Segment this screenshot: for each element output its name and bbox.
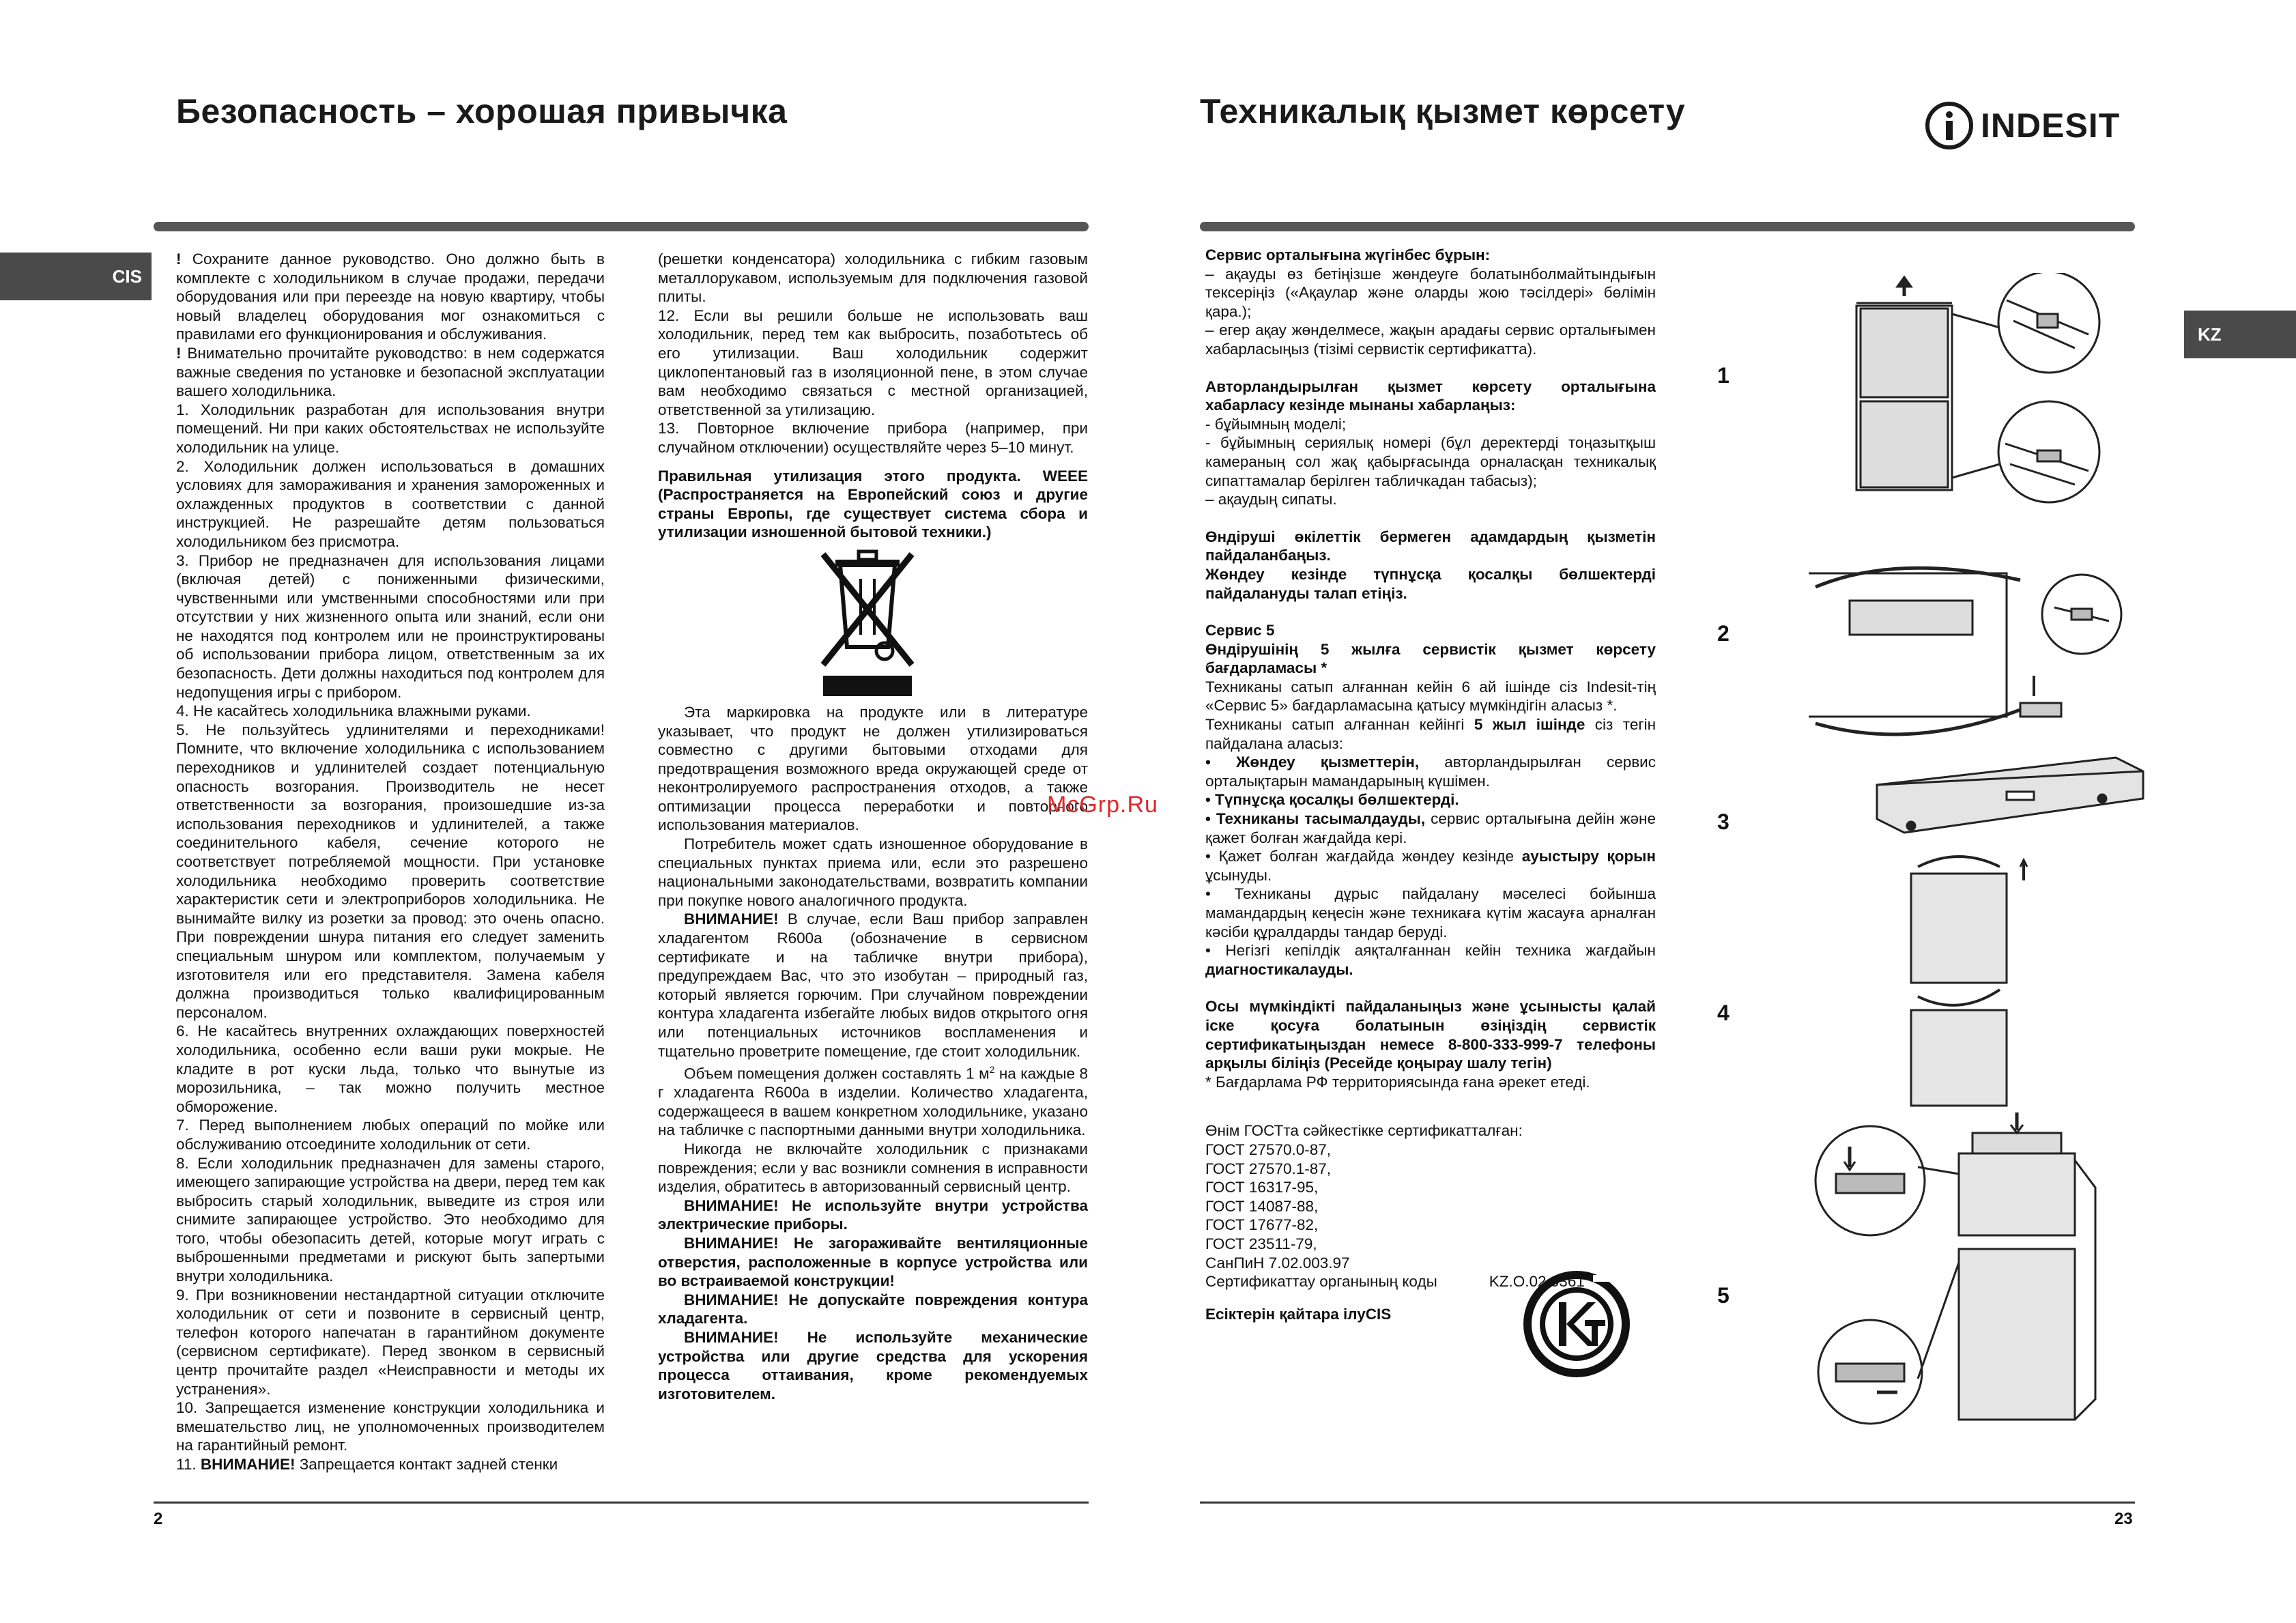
safety-para-4: 3. Прибор не предназначен для использования лицами (включая детей) с пониженными физическими, чувственными или умственными способностями или при отсутствии у них жизненного опыта или знаний, если они не находятся под контролем или не проинструктированы об использовании прибора лицом, ответственным за их безопасность. Дети должны находиться под контролем для недопущения игры с прибором.	[176, 551, 605, 701]
weee-title: Правильная утилизация этого продукта. WEEE (Распространяется на Европейский союз и другие страны Европы, где существует система сбора и утилизации изношенной бытовой техники.)	[658, 467, 1088, 541]
bottom-rule-right	[1200, 1502, 2135, 1504]
service5-footnote: * Бағдарлама РФ территориясында ғана әрекет етеді.	[1205, 1073, 1590, 1091]
service-before-title: Сервис орталығына жүгінбес бұрын:	[1205, 246, 1491, 263]
weee-para-1: Потребитель может сдать изношенное оборудование в специальных пунктах приема или, если это разрешено национальными законодательствами, возвратить компании при покупке нового аналогичного продукта.	[658, 835, 1088, 909]
bold-warning-1: ВНИМАНИЕ! Не загораживайте вентиляционные отверстия, расположенные в корпусе устройства или во встраиваемой конструкции!	[658, 1235, 1088, 1290]
safety-para-11: 10. Запрещается изменение конструкции холодильника и вмешательство лиц, не уполномоченных производителем на гарантийный ремонт.	[176, 1399, 605, 1454]
service5-bullet-1: • Жөндеу қызметтерін, авторландырылған сервис орталықтарын мамандарының күшімен.	[1205, 753, 1656, 790]
service5-bullet-2: • Түпнұсқа қосалқы бөлшектерді.	[1205, 791, 1459, 809]
brand-logo	[1925, 101, 2120, 150]
damage-note: Никогда не включайте холодильник с признаками повреждения; если у вас возникли сомнения в исправности изделия, обратитесь в авторизованный сервисный центр.	[658, 1140, 1088, 1196]
bold-warning-3: ВНИМАНИЕ! Не используйте механические устройства или другие средства для ускорения процесса оттаивания, кроме рекомендуемых изготовителем.	[658, 1329, 1088, 1403]
step-number-3: 3	[1717, 809, 1730, 834]
col2-para-0: (решетки конденсатора) холодильника с гибким газовым металлорукавом, используемым для подключения газовой плиты.	[658, 250, 1088, 306]
gost-item-5: ГОСТ 23511-79,	[1205, 1235, 1317, 1252]
top-rule-left	[154, 222, 1089, 231]
service5-callout: Осы мүмкіндікті пайдаланыңыз және ұсынысты қалай іске қосуға болатынын өзіңіздің сервистік сертификатыңыздан немесе 8-800-333-999-7 телефоны арқылы біліңіз (Ресейде қоңырау шалу тегін)	[1205, 998, 1656, 1072]
tab-cis-label: CIS	[112, 265, 142, 287]
service-column	[1205, 246, 1656, 1323]
service5-para-1: Техниканы сатып алғаннан кейін 6 ай ішінде сіз Indesit-тің «Сервис 5» бағдарламасына қатысу мүмкіндігін аласыз *.	[1205, 678, 1656, 715]
safety-para-8: 7. Перед выполнением любых операций по мойке или обслуживанию отсоедините холодильник от сети.	[176, 1117, 605, 1153]
weee-icon-box	[658, 542, 1088, 698]
service5-bullet-4: • Қажет болған жағдайда жөндеу кезінде ауыстыру қорын ұсынуды.	[1205, 848, 1656, 884]
safety-para-6: 5. Не пользуйтесь удлинителями и переходниками! Помните, что включение холодильника с использованием переходников и удлинителей создает потенциальную опасность возгорания. Производитель не несет ответственности за возгорания, произошедшие из-за использования переходников и удлинителей, а также соединительного кабеля, сечение которого не соответствует потребляемой мощности. При установке холодильника необходимо проверить соответствие характеристик сети и электроприборов холодильника. Не вынимайте вилку из розетки за провод: это очень опасно. При повреждении шнура питания его следует заменить специальным шнуром или комплектом, получаемым у изготовителя или его представителя. Замена кабеля должна производиться только квалифицированным персоналом.	[176, 721, 605, 1021]
door-step-2-illustration	[1802, 560, 2123, 751]
service-authorized-note: Өндіруші өкілеттік бермеген адамдардың қызметін пайдаланбаңыз. Жөндеу кезінде түпнұсқа қосалқы бөлшектерді пайдалануды талап етіңіз.	[1205, 528, 1656, 602]
service5-bullet-6: • Негізгі кепілдік аяқталғаннан кейін техника жағдайын диагностикалауды.	[1205, 942, 1656, 978]
safety-para-5: 4. Не касайтесь холодильника влажными руками.	[176, 702, 531, 720]
bold-warning-2: ВНИМАНИЕ! Не допускайте повреждения контура хладагента.	[658, 1291, 1088, 1327]
safety-para-9: 8. Если холодильник предназначен для замены старого, имеющего запирающие устройства на двери, перед тем как выбросить старый холодильник, выведите из строя или снимите запирающее устройство. Это необходимо для того, чтобы обезопасить детей, которые могут играть с выброшенными предметами и рискуют быть запертыми внутри холодильника.	[176, 1154, 605, 1285]
page-title-left: Безопасность – хорошая привычка	[176, 92, 788, 130]
cert-body-row: Сертификаттау органының коды KZ.O.02.0361	[1205, 1273, 1585, 1291]
service-contact-item-1: - бұйымның сериялық номері (бұл деректерді тоңазытқыш камераның сол жақ қабырғасында орналасқан техникалық сипаттамалар берілген табличкадан табасыз);	[1205, 434, 1656, 489]
service5-bullet-5: • Техниканы дұрыс пайдалану мәселесі бойынша мамандардың кеңесін және техникаға күтім жасауға арналған кәсіби құралдарды тандар беруді.	[1205, 885, 1656, 940]
door-step-1-illustration	[1802, 273, 2102, 505]
door-step-5-illustration	[1809, 1106, 2123, 1426]
gost-item-4: ГОСТ 17677-82,	[1205, 1216, 1319, 1234]
weee-bin-icon	[816, 545, 919, 698]
gost-item-2: ГОСТ 16317-95,	[1205, 1179, 1319, 1196]
step-number-4: 4	[1717, 1001, 1730, 1025]
door-step-4-illustration	[1904, 853, 2041, 1112]
tab-kz-label: KZ	[2198, 324, 2222, 345]
service-contact-item-2: – ақаудың сипаты.	[1205, 491, 1337, 508]
gost-item-6: СанПиН 7.02.003.97	[1205, 1254, 1350, 1272]
page-number-left: 2	[154, 1510, 163, 1528]
safety-para-12: 11. ВНИМАНИЕ! Запрещается контакт задней стенки	[176, 1456, 558, 1473]
safety-para-7: 6. Не касайтесь внутренних охлаждающих поверхностей холодильника, особенно если ваши руки мокрые. Не кладите в рот куски льда, только что вынутые из морозильника, – так можно получить местное обморожение.	[176, 1022, 605, 1115]
gost-item-0: ГОСТ 27570.0-87,	[1205, 1140, 1332, 1158]
safety-para-2: 1. Холодильник разработан для использования внутри помещений. Ни при каких обстоятельствах не используйте холодильник на улице.	[176, 401, 605, 456]
safety-para-1: ! Внимательно прочитайте руководство: в нем содержатся важные сведения по установке и безопасной эксплуатации вашего холодильника.	[176, 344, 605, 400]
indesit-logo-icon	[1925, 101, 1974, 150]
weee-para-0: Эта маркировка на продукте или в литературе указывает, что продукт не должен утилизироваться совместно с другими бытовыми отходами для предотвращения возможного вреда окружающей среде от неконтролируемого распространения отходов, а также оптимизации процесса переработки и повторного использования материалов.	[658, 703, 1088, 834]
service5-para-2: Техниканы сатып алғаннан кейінгі 5 жыл ішінде сіз тегін пайдалана аласыз:	[1205, 716, 1656, 752]
top-rule-right	[1200, 222, 2135, 231]
safety-para-0: ! Сохраните данное руководство. Оно должно быть в комплекте с холодильником в случае продажи, передачи оборудования или при переезде на новую квартиру, чтобы новый владелец оборудования мог ознакомиться с правилами его функционирования и обслуживания.	[176, 250, 605, 343]
service-contact-item-0: - бұйымның моделі;	[1205, 415, 1347, 433]
safety-column-1	[176, 250, 605, 1474]
step-number-2: 2	[1717, 621, 1730, 646]
door-step-3-illustration	[1870, 730, 2157, 846]
watermark: McGrp.Ru	[1047, 792, 1158, 818]
service-before-item-0: – ақауды өз бетіңізше жөндеуге болатынболмайтындығын тексеріңіз («Ақаулар және оларды жою тәсілдері» бөлімін қара.);	[1205, 265, 1656, 320]
step-number-5: 5	[1717, 1283, 1730, 1308]
door-reversal-title: Есіктерін қайтара ілуCIS	[1205, 1305, 1392, 1323]
bottom-rule-left	[154, 1502, 1089, 1504]
service-before-item-1: – егер ақау жөнделмесе, жақын арадағы сервис орталығымен хабарласыңыз (тізімі сервистік сертификатта).	[1205, 321, 1656, 358]
brand-name: INDESIT	[1981, 106, 2121, 145]
gost-item-3: ГОСТ 14087-88,	[1205, 1197, 1319, 1215]
safety-para-10: 9. При возникновении нестандартной ситуации отключите холодильник от сети и позвоните в сервисный центр, телефон которого напечатан в гарантийном документе (сервисном сертификате). Перед звонком в сервисный центр прочитайте раздел «Неисправности и методы их устранения».	[176, 1286, 605, 1398]
warning-r600a: ВНИМАНИЕ! В случае, если Ваш прибор заправлен хладагентом R600a (обозначение в сервисном сертификате и на табличке внутри прибора), предупреждаем Вас, что это изобутан – природный газ, который является горючим. При случайном повреждении контура хладагента избегайте любых видов открытого огня или потенциальных источников воспламенения и тщательно проветрите помещение, где стоит холодильник.	[658, 910, 1088, 1060]
service5-bullet-3: • Техниканы тасымалдауды, сервис орталығына дейін және қажет болған жағдайда кері.	[1205, 810, 1656, 846]
service-contact-title: Авторландырылған қызмет көрсету орталығына хабарласу кезінде мынаны хабарлаңыз:	[1205, 377, 1656, 414]
col2-para-1: 12. Если вы решили больше не использовать ваш холодильник, перед тем как выбросить, позаботьтесь об его утилизации. Ваш холодильник содержит циклопентановый газ в изоляционной пене, в этом случае вам необходимо связаться с местной организацией, ответственной за утилизацию.	[658, 306, 1088, 418]
page-title-right: Техникалық қызмет көрсету	[1200, 92, 1686, 130]
service5-subtitle: Өндірушінің 5 жылға сервистік қызмет көрсету бағдарламасы *	[1205, 640, 1656, 677]
service5-title: Сервис 5	[1205, 622, 1275, 640]
gost-title: Өнім ГОСТта сәйкестікке сертификатталған:	[1205, 1122, 1523, 1140]
bold-warning-0: ВНИМАНИЕ! Не используйте внутри устройства электрические приборы.	[658, 1196, 1088, 1233]
tab-cis	[0, 253, 152, 300]
safety-column-2	[658, 250, 1088, 1403]
gost-item-1: ГОСТ 27570.1-87,	[1205, 1160, 1332, 1177]
col2-para-2: 13. Повторное включение прибора (например, при случайном отключении) осуществляйте через 5–10 минут.	[658, 420, 1088, 456]
page-number-right: 23	[2114, 1510, 2133, 1528]
kz-certification-mark-icon	[1522, 1269, 1631, 1379]
tab-kz	[2184, 311, 2296, 358]
step-number-1: 1	[1717, 363, 1730, 388]
safety-para-3: 2. Холодильник должен использоваться в домашних условиях для замораживания и хранения замороженных и охлажденных продуктов в соответствии с данной инструкцией. Не разрешайте детям пользоваться холодильником без присмотра.	[176, 457, 605, 550]
room-volume-note: Объем помещения должен составлять 1 $м^2$ на каждые 8 г хладагента R600a в изделии. Количество хладагента, содержащееся в вашем конкретном холодильнике, указано на табличке с паспортными данными внутри холодильника.	[658, 1064, 1088, 1139]
